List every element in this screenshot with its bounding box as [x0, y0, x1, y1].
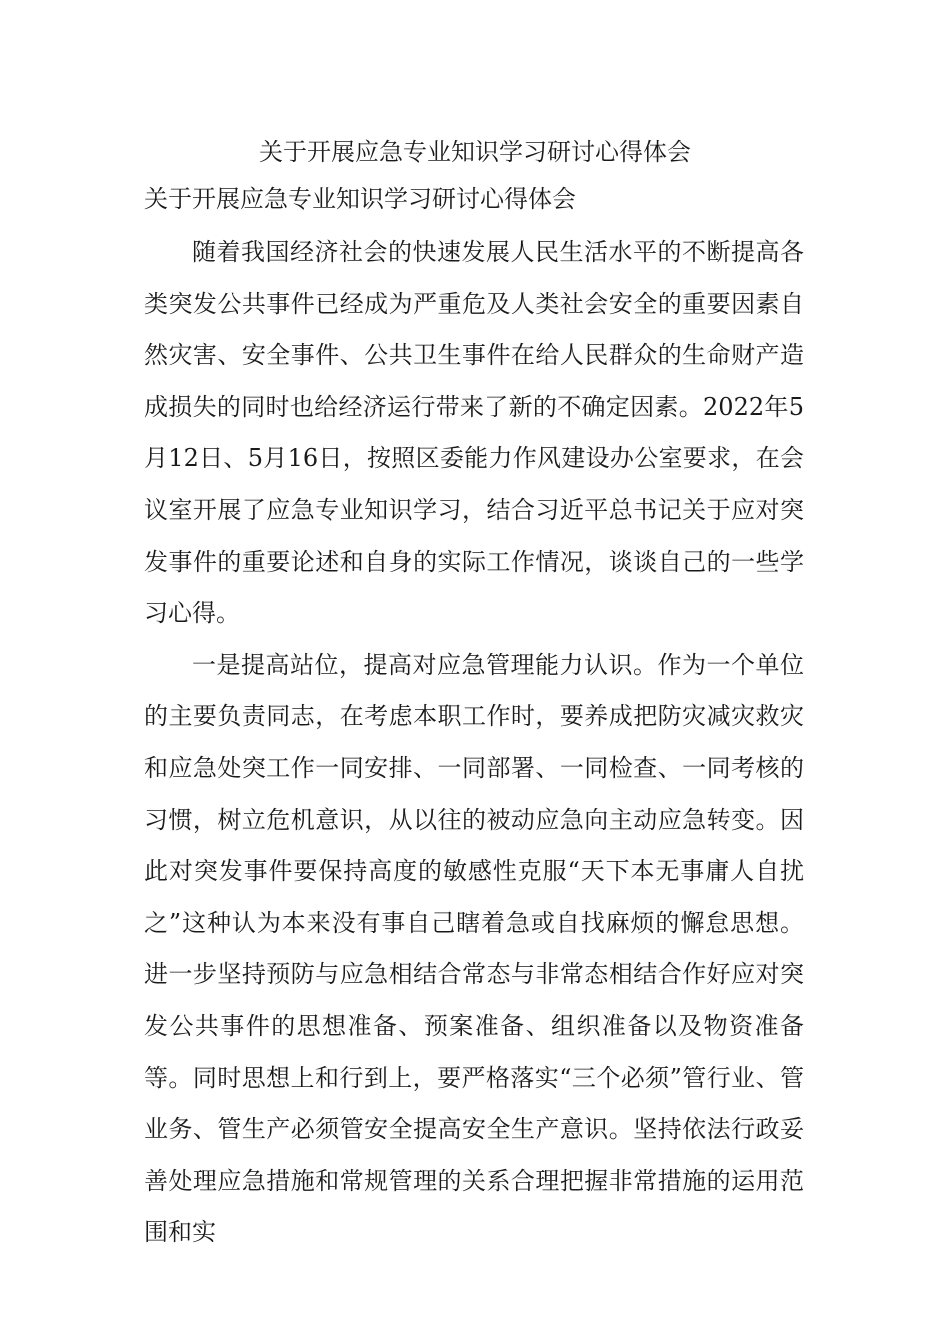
document-title: 关于开展应急专业知识学习研讨心得体会 [259, 138, 691, 166]
paragraph-intro: 随着我国经济社会的快速发展人民生活水平的不断提高各类突发公共事件已经成为严重危及人类社会安全的重要因素自然灾害、安全事件、公共卫生事件在给人民群众的生命财产造成损失的同时也给经济运行带来了新的不确定因素。2022年5月12日、5月16日，按照区委能力作风建设办公室要求，在会议室开展了应急专业知识学习，结合习近平总书记关于应对突发事件的重要论述和自身的实际工作情况，谈谈自己的一些学习心得。 [144, 238, 804, 628]
paragraph-point-one: 一是提高站位，提高对应急管理能力认识。作为一个单位的主要负责同志，在考虑本职工作时，要养成把防灾减灾救灾和应急处突工作一同安排、一同部署、一同检查、一同考核的习惯，树立危机意识，从以往的被动应急向主动应急转变。因此对突发事件要保持高度的敏感性克服“天下本无事庸人自扰之”这种认为本来没有事自己瞎着急或自找麻烦的懈怠思想。进一步坚持预防与应急相结合常态与非常态相结合作好应对突发公共事件的思想准备、预案准备、组织准备以及物资准备等。同时思想上和行到上，要严格落实“三个必须”管行业、管业务、管生产必须管安全提高安全生产意识。坚持依法行政妥善处理应急措施和常规管理的关系合理把握非常措施的运用范围和实 [144, 650, 804, 1247]
document-body [144, 227, 804, 1259]
document-subtitle: 关于开展应急专业知识学习研讨心得体会 [144, 185, 576, 213]
